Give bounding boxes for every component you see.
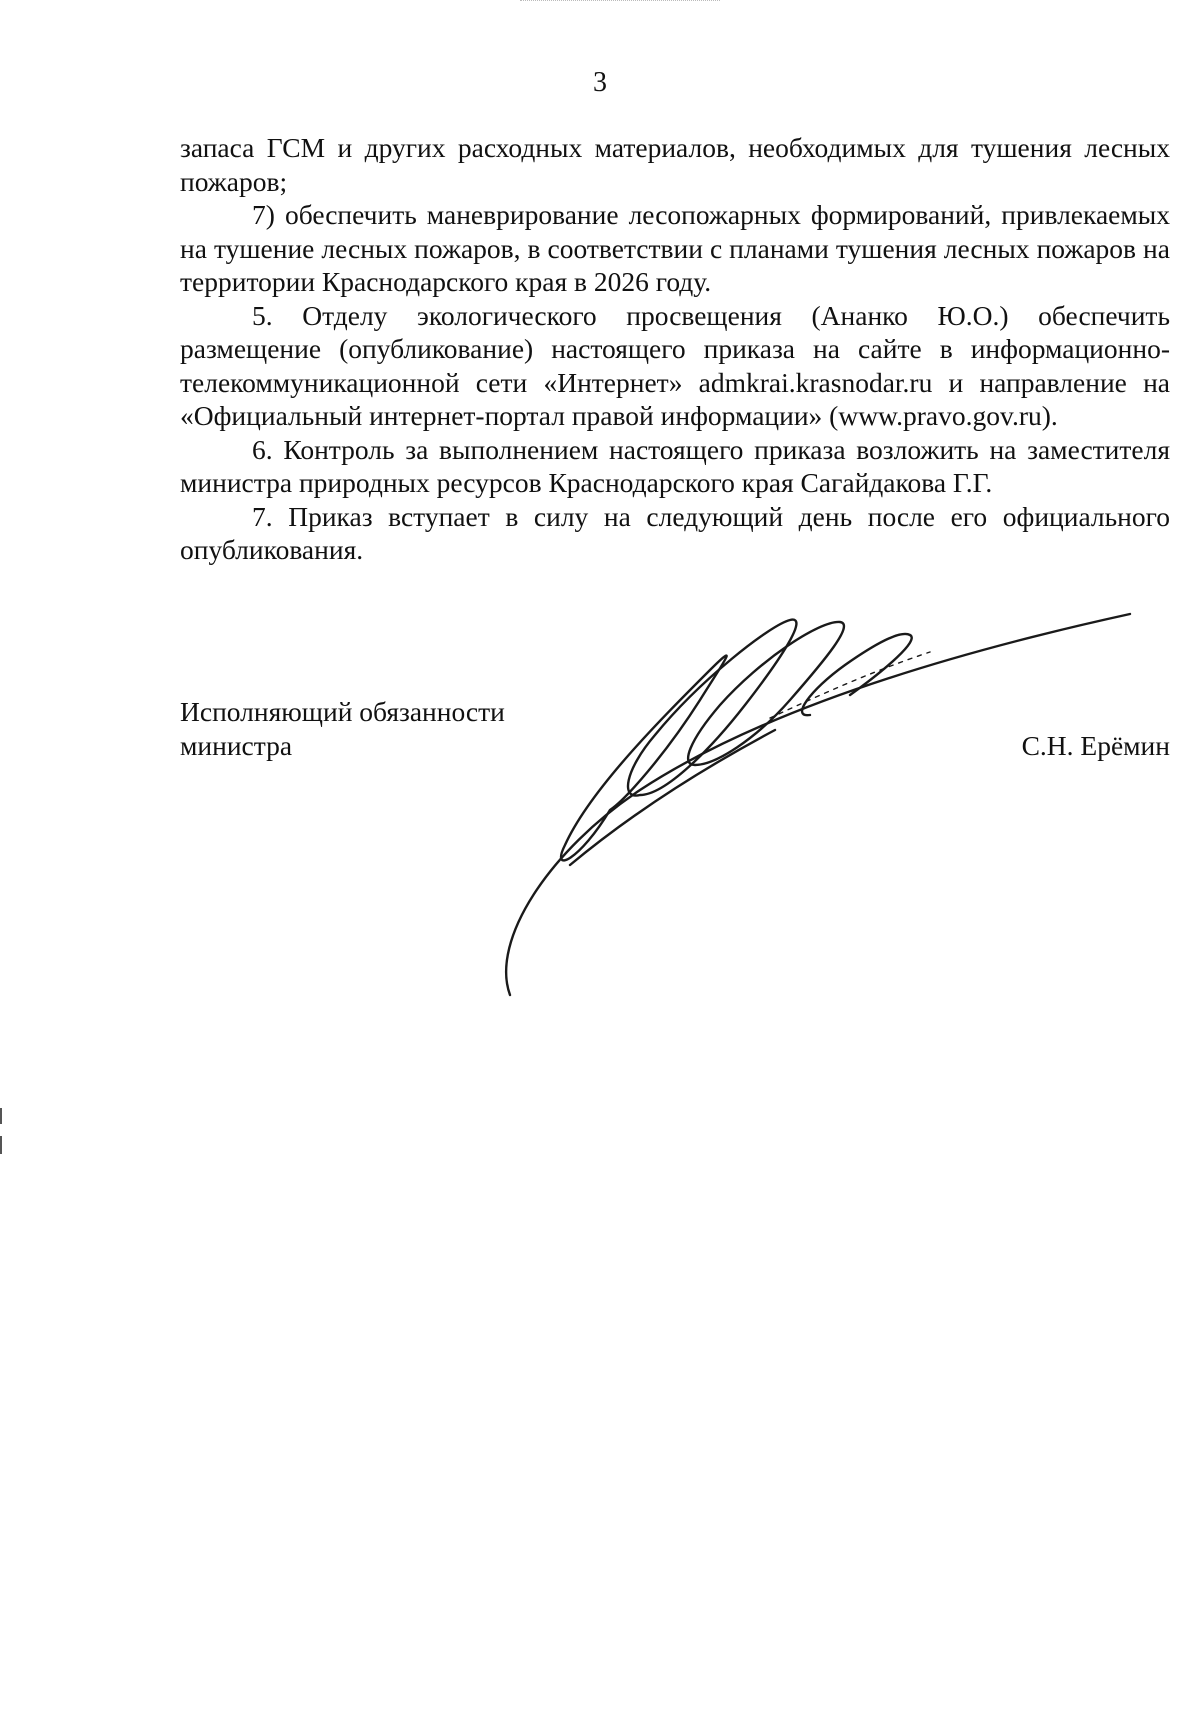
- page-number: 3: [593, 67, 607, 98]
- paragraph-continuation: запаса ГСМ и других расходных материалов, необходимых для тушения лесных пожаров;: [180, 132, 1170, 197]
- handwritten-signature-icon: [490, 600, 1150, 1020]
- signatory-position: [180, 695, 580, 762]
- signatory-name: С.Н. Ерёмин: [1021, 730, 1170, 761]
- document-body: [180, 131, 1170, 567]
- signatory-position-line-1: Исполняющий обязанности: [180, 696, 505, 727]
- paragraph-item-7-effective: 7. Приказ вступает в силу на следующий день после его официального опубликования.: [180, 500, 1170, 565]
- scan-edge-mark: [0, 1108, 2, 1124]
- paragraph-item-7-maneuvering: 7) обеспечить маневрирование лесопожарных формирований, привлекаемых на тушение лесных пожаров, в соответствии с планами тушения лесных пожаров на территории Краснодарского края в 2026 году.: [180, 199, 1170, 297]
- paragraph-item-6-control: 6. Контроль за выполнением настоящего приказа возложить на заместителя министра природных ресурсов Краснодарского края Сагайдакова Г.Г.: [180, 433, 1170, 498]
- paragraph-item-5-publication: 5. Отделу экологического просвещения (Ананко Ю.О.) обеспечить размещение (опубликование) настоящего приказа на сайте в информационно-телекоммуникационной сети «Интернет» admkrai.krasnodar.ru и направление на «Официальный интернет-портал правой информации» (www.pravo.gov.ru).: [180, 299, 1170, 431]
- scan-artifact: [520, 0, 720, 4]
- signatory-position-line-2: министра: [180, 729, 293, 761]
- scan-edge-mark: [0, 1136, 2, 1154]
